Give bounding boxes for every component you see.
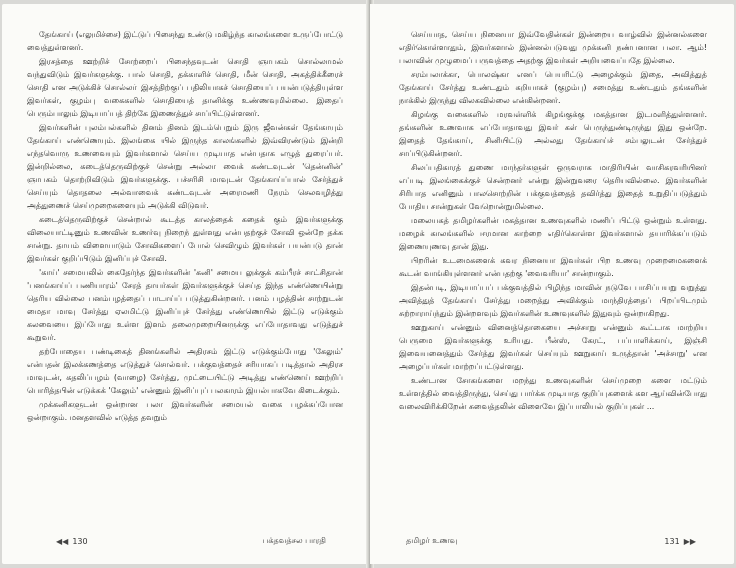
right-page-number: 131 ▶▶ bbox=[664, 536, 696, 546]
left-page-body bbox=[27, 28, 343, 424]
left-paragraph: தேங்காய் (எலுமிச்சை) இட்டுப் பிசைந்து உண்டு மகிழ்ந்த காலங்களை உருப்போட்டு வைத்துள்ளனர். bbox=[27, 30, 343, 52]
right-paragraph: பிறரின் உடமைகளைக் கவர நினையா இவர்கள் பிற உணவு முறைமைகளைக் கூடன் வாங்கியுள்ளனர் என்பதற்கு 'வைவரியா' சான்றாகும். bbox=[399, 256, 707, 278]
right-paragraph: சரம்பலாக்கா, பொலஷ்கா எனப் பெயரிட்டு அழைக்கும் இதை, அவித்துத் தேங்காய் சேர்த்து உண்டதும் கறியாகச் (குழம்பு) சமைத்து உண்டதும் தங்களின் நாக்கில் இருந்து விலகவில்லை என்கின்றனர். bbox=[399, 70, 707, 105]
left-paragraph: இவர்களின் புலம்பல்களில் தினம் தினம் இடம்பெறும் இரு ஜீவன்கள் தேங்காயும் தேங்காய் எண்ணெயும். இலங்கை யில் இருந்த காலங்களில் இவ்விரண்டும் இன்றி எந்தவொரு உணவையும் இவர்களால் செய்ய முடியாத என்பதாக எழுத் துரைப்பர். இன்றில்லை, கடைத்தெருவிற்குச் சென்று அல்லா வைக் கண்டவுடன் 'தென்னின்' ஞாபகம் தொற்றிவிடும் இவர்களுக்கு. பச்சரிசி மாவுடன் தேங்காய்ப்பால் சேர்த்துச் செய்யும் தொதலை அல்வாவைக் கண்டவுடன் அரைமணி நேரம் செலவழித்து அத்துணைச் செய்முறைகளையும் அடுக்கி விடுவர். bbox=[27, 123, 343, 210]
left-paragraph: இரசத்தை ஊற்றிச் சோற்றைப் பிசைந்தவுடன் சொதி ஞாபகம் சொல்லாமல் வந்துவிடும் இவர்களுக்கு. பால் சொதி, தக்காளிச் சொதி, மீன் சொதி, அகத்திக்கீரைச் சொதி என அடுக்கிச் சொல்லா் இசத்திற்குப் பதிலியாகச் சொதியைப் பயன்படுத்தியுள்ள இவர்கள், குழம்பு வகைகளில் சொதியைத் தானிக்கு உண்ணவுமில்லை. இதைப் பெரும்பாலும் இடியாப்பத் திற்கே இணைத்துச் சாப்பிட்டுள்ளனர். bbox=[27, 57, 343, 118]
right-paragraph: கிழங்கு வகைகளில் மரவள்ளிக் கிழங்குக்கு மகத்தான இடமளித்துள்ளனர். தங்களின் உணவாக எப்போதாவது இவர் கள் பெருந்துண்டிருந்து இது ஒன்றே. இதைத் தேங்காய், சினியிட்டு அல்லது தேங்காய்ச் சம்பலுடன் சேர்த்துச் சாப்பிடுகின்றனர். bbox=[399, 110, 707, 158]
left-paragraph: கடைத்தெருவிற்குச் சென்றால் கூடத்த காலத்தைக் கதைக் கும் இவர்களுக்கு விலையாட்டினும் உணவின் உணர்வு நிறைந் துள்ளது என்பதற்குச் சோவி ஒன்றே தக்க சான்று. தாயம் விளையாடும் சோவிகளைப் போல் செவிழும் இவர்கள் பயன்படு தான் இவர்கள் குறிப்பிடும் இனிப்புச் சோவி. bbox=[27, 215, 343, 263]
left-paragraph: 'காய்' சமையலில் கைதேர்ந்த இவர்களின் 'கனி' சமைய லுக்குக் கம்பீரச் சாட்சிதான் 'பனங்காய்ப் பணியாரம்' சேரத் தாயர்கள் இவர்களுக்குச் செய்த இந்த எண்ணெயின்று தெரிய வில்லை பனம்பழத்தைப் பாடாய்ப் படுத்துகின்றனர். பனம் பழத்தின் சாற்றுடன் மைதா மாவு சேர்த்து ஏலமிட்டு இனிப்புச் சேர்த்து எண்ணெயில் இட்டு எடுக்கும் கலவையை இப்போது உள்ள இளம் தலைமுறையினருக்கு எப்போதாவது எடுத்துச் கூறுவர். bbox=[27, 268, 343, 342]
right-paragraph: செய்யாத, செய்ய நினையா இவ்வேதின்கள் இன்றைய வாழ்வில் இன்னல்களை எதிர்கொள்ளாதும், இவர்களால் இன்னல்படுவது முக்கனி நண்பனான பலா. ஆம்! பலாவின் முழுமைப் பருவத்தை அதற்கு இவர்கள் அறியவைப்பதே இல்லை. bbox=[399, 30, 707, 65]
left-page bbox=[2, 4, 368, 564]
right-paragraph: இதன்படி, இடியாப்பப் பக்குவத்தில் பிழிந்த மாவின் நடுவே பாசிப்பயறு வறுத்து அவித்துத் தேங்காய் சேர்த்து மறைத்து அவிக்கும் மாந்திரத்தைப் பிறப்பிடமும் சுற்றாராய்ந்தும் இன்றளவும் இவர்களின் உணவுகளில் இதுவும் ஒன்றாகிறது. bbox=[399, 283, 707, 318]
left-running-title: பக்தவத்சல பாரதி bbox=[262, 536, 326, 545]
right-page-body bbox=[399, 28, 707, 413]
left-paragraph: முக்கனிகளுடன் ஒன்றான பலா இவர்களின் சமையல் வகை பழக்கப்போன ஒன்றாகும். மனதளவில் எடுத்த தவறும் bbox=[27, 400, 343, 422]
right-paragraph: மலையகத் தமிழர்களின் மகத்தான உணவுகளில் மணிப் பிட்டு ஒன்றும் உள்ளது. மழைக் காலங்களில் ஈரமான காற்றை எதிர்கொள்ள இவர்களால் தயாரிக்கப்படும் இணையுணவு தான் இது. bbox=[399, 216, 707, 251]
right-paragraph: சிலப்பதிகாரத் துணை மாந்தர்களுள் ஒருவராக மாதிரியின் வாசிகரவரியினர் எப்படி இலங்கைக்குச் சென்றனர் என்று இன்றுவரை தெரியவில்லை. இவர்களின் சிரிபாத எனினும் பாலசொற்றின் பக்குவத்தைத் தவிர்த்து இதைத் உறுதிப்படுத்தும் போதிய சான்றுகள் வேறொன்றுமில்லை. bbox=[399, 163, 707, 211]
left-page-number: ◀◀ 130 bbox=[56, 536, 88, 546]
right-arrow-icon: ▶▶ bbox=[683, 536, 696, 546]
right-page bbox=[370, 4, 734, 564]
left-footer bbox=[56, 536, 326, 546]
right-footer bbox=[406, 536, 696, 546]
left-arrow-icon: ◀◀ bbox=[56, 536, 69, 546]
right-paragraph: ஊறுகாய் என்னும் வினைத்தொகையை அச்சாறு என்னும் கூட்டாக மாற்றிய பெருமை இவர்களுக்கு உரியது. பீன்ஸ், கேரட், பப்பாளிக்காய், இஞ்சி இவையனைத்தும் சேர்த்து இவர்கள் செய்யும் ஊறுகாய் உருத்தான் 'அச்சாறு' என அழைப்பர்கள் மாற்றப்பட்டுள்ளது. bbox=[399, 323, 707, 371]
right-paragraph: உண்டான சோகங்களை மறந்து உணவுகளின் செய்முறை களை மட்டும் உள்ளத்தில் வைத்திருந்து, செய்து பார்க்க முடியாத குறிப்புகளைக் கள ஆய்வின்போது வலைவிரிக்கிறேன் சுவைத்தலின் விளைவே இப்பாலியல் குறிப்புகள் ... bbox=[399, 376, 707, 411]
left-paragraph: தற்போதைய பண்டிகைத் தினங்களில் அதிரசம் இட்டு எடுக்கும்போது 'கேலும்' என்பதன் இலக்கணத்தை எடுத்துச் சொல்வர். பக்குவத்தைச் சரியாகப் படித்தால் அதிரச மாவுடன், கதலிப்பழம் (வாழை) சேர்த்து, முட்டையிட்டு அடித்து எண்ணெய் ஊற்றிப் பொரித்தபின் எடுக்கக் 'கேலும்' என்னும் இனிப்புப் பலகாரம் இயல்பாகவே கிடைக்கும். bbox=[27, 347, 343, 395]
right-running-title: தமிழர் உணவு bbox=[406, 536, 458, 545]
